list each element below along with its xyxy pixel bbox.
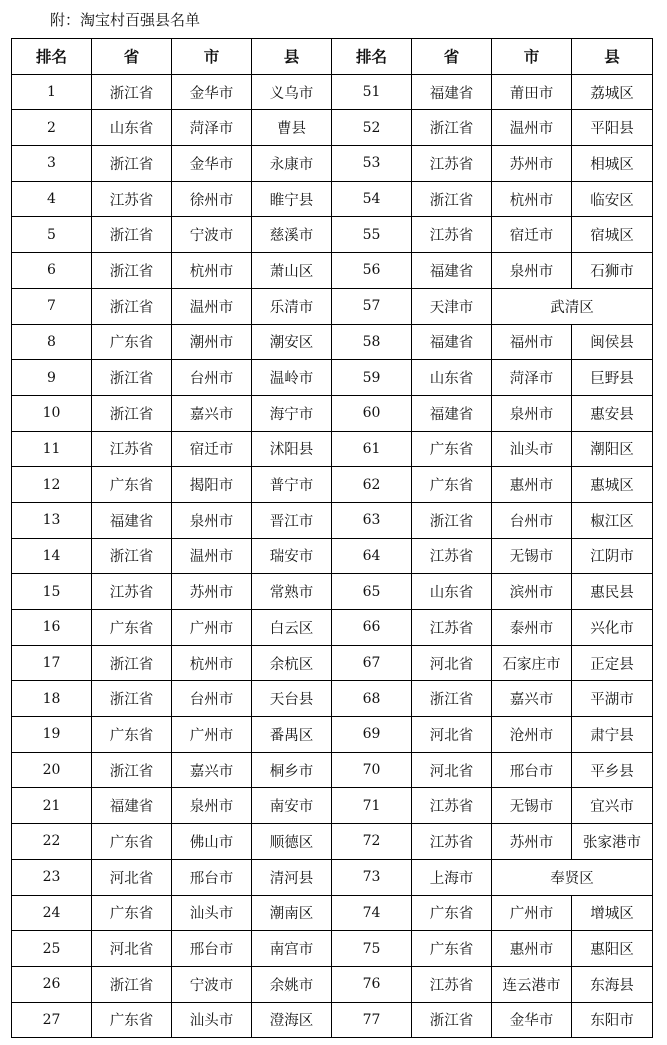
rank-cell: 67: [332, 645, 412, 681]
table-row: [12, 1002, 653, 1038]
city-cell: 温州市: [172, 288, 252, 324]
province-cell: 福建省: [412, 395, 492, 431]
city-cell: 广州市: [172, 717, 252, 753]
rank-cell: 23: [12, 859, 92, 895]
city-cell: 杭州市: [172, 645, 252, 681]
province-cell: 广东省: [92, 610, 172, 646]
city-cell: 惠州市: [492, 467, 572, 503]
rank-cell: 72: [332, 824, 412, 860]
rank-cell: 53: [332, 146, 412, 182]
city-cell: 无锡市: [492, 788, 572, 824]
province-cell: 江苏省: [92, 431, 172, 467]
county-cell: 平阳县: [572, 110, 653, 146]
rank-cell: 27: [12, 1002, 92, 1038]
city-cell: 邢台市: [492, 752, 572, 788]
city-cell: 广州市: [172, 610, 252, 646]
province-cell: 河北省: [412, 717, 492, 753]
county-cell: 平乡县: [572, 752, 653, 788]
table-row: [12, 824, 653, 860]
province-cell: 山东省: [412, 574, 492, 610]
province-cell: 江苏省: [92, 574, 172, 610]
table-row: [12, 146, 653, 182]
province-cell: 浙江省: [92, 74, 172, 110]
table-row: [12, 502, 653, 538]
district-merged-cell: 武清区: [492, 288, 653, 324]
rank-cell: 56: [332, 253, 412, 289]
rank-cell: 16: [12, 610, 92, 646]
table-row: [12, 610, 653, 646]
province-cell: 广东省: [412, 895, 492, 931]
rank-cell: 10: [12, 395, 92, 431]
city-cell: 宁波市: [172, 217, 252, 253]
rank-cell: 75: [332, 931, 412, 967]
county-cell: 惠城区: [572, 467, 653, 503]
province-cell: 广东省: [412, 931, 492, 967]
document-title: 附：淘宝村百强县名单: [50, 11, 201, 29]
rank-cell: 59: [332, 360, 412, 396]
province-cell: 福建省: [412, 324, 492, 360]
county-cell: 温岭市: [252, 360, 332, 396]
county-cell: 余姚市: [252, 966, 332, 1002]
province-cell: 广东省: [412, 431, 492, 467]
county-cell: 乐清市: [252, 288, 332, 324]
county-cell: 东阳市: [572, 1002, 653, 1038]
province-cell: 河北省: [412, 752, 492, 788]
city-cell: 金华市: [492, 1002, 572, 1038]
city-cell: 无锡市: [492, 538, 572, 574]
table-row: [12, 895, 653, 931]
county-cell: 潮南区: [252, 895, 332, 931]
rank-cell: 26: [12, 966, 92, 1002]
county-cell: 增城区: [572, 895, 653, 931]
city-cell: 连云港市: [492, 966, 572, 1002]
city-cell: 泉州市: [492, 395, 572, 431]
county-cell: 瑞安市: [252, 538, 332, 574]
county-cell: 余杭区: [252, 645, 332, 681]
city-cell: 金华市: [172, 74, 252, 110]
table-row: [12, 966, 653, 1002]
county-cell: 天台县: [252, 681, 332, 717]
rank-cell: 24: [12, 895, 92, 931]
county-cell: 南宫市: [252, 931, 332, 967]
city-cell: 莆田市: [492, 74, 572, 110]
rank-cell: 5: [12, 217, 92, 253]
city-cell: 菏泽市: [492, 360, 572, 396]
rank-cell: 60: [332, 395, 412, 431]
province-cell: 浙江省: [412, 181, 492, 217]
header-row: [12, 39, 653, 75]
table-row: [12, 788, 653, 824]
rank-cell: 12: [12, 467, 92, 503]
county-cell: 宿城区: [572, 217, 653, 253]
city-cell: 泉州市: [172, 788, 252, 824]
province-cell: 江苏省: [412, 538, 492, 574]
county-cell: 张家港市: [572, 824, 653, 860]
county-cell: 顺德区: [252, 824, 332, 860]
header-city: 市: [172, 39, 252, 75]
rank-cell: 17: [12, 645, 92, 681]
county-cell: 曹县: [252, 110, 332, 146]
city-cell: 台州市: [172, 360, 252, 396]
table-row: [12, 74, 653, 110]
rank-cell: 19: [12, 717, 92, 753]
city-cell: 苏州市: [492, 146, 572, 182]
province-cell: 河北省: [92, 859, 172, 895]
county-cell: 睢宁县: [252, 181, 332, 217]
header-county: 县: [252, 39, 332, 75]
city-cell: 沧州市: [492, 717, 572, 753]
rank-cell: 69: [332, 717, 412, 753]
county-cell: 清河县: [252, 859, 332, 895]
rank-cell: 22: [12, 824, 92, 860]
city-cell: 苏州市: [492, 824, 572, 860]
province-cell: 浙江省: [412, 1002, 492, 1038]
table-row: [12, 217, 653, 253]
rank-cell: 6: [12, 253, 92, 289]
city-cell: 惠州市: [492, 931, 572, 967]
rank-cell: 70: [332, 752, 412, 788]
province-cell: 浙江省: [92, 752, 172, 788]
county-cell: 惠民县: [572, 574, 653, 610]
province-cell: 天津市: [412, 288, 492, 324]
rank-cell: 8: [12, 324, 92, 360]
county-cell: 宜兴市: [572, 788, 653, 824]
county-cell: 潮阳区: [572, 431, 653, 467]
header-province: 省: [412, 39, 492, 75]
table-row: [12, 181, 653, 217]
rank-cell: 4: [12, 181, 92, 217]
table-row: [12, 110, 653, 146]
rank-cell: 15: [12, 574, 92, 610]
province-cell: 山东省: [412, 360, 492, 396]
rank-cell: 20: [12, 752, 92, 788]
city-cell: 台州市: [172, 681, 252, 717]
province-cell: 江苏省: [412, 217, 492, 253]
city-cell: 福州市: [492, 324, 572, 360]
province-cell: 浙江省: [92, 395, 172, 431]
county-cell: 白云区: [252, 610, 332, 646]
rank-cell: 62: [332, 467, 412, 503]
province-cell: 上海市: [412, 859, 492, 895]
province-cell: 广东省: [92, 467, 172, 503]
province-cell: 浙江省: [412, 110, 492, 146]
province-cell: 浙江省: [92, 645, 172, 681]
county-cell: 兴化市: [572, 610, 653, 646]
city-cell: 潮州市: [172, 324, 252, 360]
city-cell: 嘉兴市: [492, 681, 572, 717]
header-city: 市: [492, 39, 572, 75]
county-cell: 荔城区: [572, 74, 653, 110]
city-cell: 温州市: [172, 538, 252, 574]
province-cell: 浙江省: [412, 502, 492, 538]
province-cell: 河北省: [412, 645, 492, 681]
county-cell: 澄海区: [252, 1002, 332, 1038]
rank-cell: 1: [12, 74, 92, 110]
city-cell: 宁波市: [172, 966, 252, 1002]
city-cell: 石家庄市: [492, 645, 572, 681]
rank-cell: 58: [332, 324, 412, 360]
table-row: [12, 538, 653, 574]
rank-cell: 7: [12, 288, 92, 324]
city-cell: 金华市: [172, 146, 252, 182]
rank-cell: 57: [332, 288, 412, 324]
rank-cell: 77: [332, 1002, 412, 1038]
province-cell: 江苏省: [412, 824, 492, 860]
province-cell: 江苏省: [412, 610, 492, 646]
table-row: [12, 431, 653, 467]
rank-cell: 55: [332, 217, 412, 253]
county-cell: 义乌市: [252, 74, 332, 110]
city-cell: 汕头市: [172, 895, 252, 931]
city-cell: 泉州市: [492, 253, 572, 289]
county-cell: 桐乡市: [252, 752, 332, 788]
county-cell: 正定县: [572, 645, 653, 681]
province-cell: 福建省: [92, 788, 172, 824]
county-cell: 平湖市: [572, 681, 653, 717]
province-cell: 浙江省: [92, 681, 172, 717]
rank-cell: 76: [332, 966, 412, 1002]
rank-cell: 73: [332, 859, 412, 895]
table-row: [12, 859, 653, 895]
rank-cell: 13: [12, 502, 92, 538]
table-row: [12, 288, 653, 324]
province-cell: 广东省: [92, 717, 172, 753]
city-cell: 汕头市: [492, 431, 572, 467]
county-cell: 闽侯县: [572, 324, 653, 360]
province-cell: 浙江省: [92, 217, 172, 253]
table-row: [12, 324, 653, 360]
table-row: [12, 752, 653, 788]
province-cell: 江苏省: [412, 966, 492, 1002]
province-cell: 广东省: [92, 1002, 172, 1038]
county-cell: 晋江市: [252, 502, 332, 538]
city-cell: 徐州市: [172, 181, 252, 217]
city-cell: 嘉兴市: [172, 752, 252, 788]
province-cell: 浙江省: [412, 681, 492, 717]
rank-cell: 21: [12, 788, 92, 824]
city-cell: 嘉兴市: [172, 395, 252, 431]
province-cell: 浙江省: [92, 360, 172, 396]
city-cell: 宿迁市: [172, 431, 252, 467]
rank-cell: 71: [332, 788, 412, 824]
city-cell: 汕头市: [172, 1002, 252, 1038]
province-cell: 浙江省: [92, 253, 172, 289]
table-row: [12, 681, 653, 717]
header-province: 省: [92, 39, 172, 75]
table-row: [12, 467, 653, 503]
county-cell: 番禺区: [252, 717, 332, 753]
rank-cell: 2: [12, 110, 92, 146]
city-cell: 泉州市: [172, 502, 252, 538]
province-cell: 江苏省: [92, 181, 172, 217]
city-cell: 台州市: [492, 502, 572, 538]
district-merged-cell: 奉贤区: [492, 859, 653, 895]
province-cell: 山东省: [92, 110, 172, 146]
rank-cell: 3: [12, 146, 92, 182]
county-cell: 惠安县: [572, 395, 653, 431]
province-cell: 浙江省: [92, 146, 172, 182]
city-cell: 泰州市: [492, 610, 572, 646]
rank-cell: 63: [332, 502, 412, 538]
city-cell: 杭州市: [172, 253, 252, 289]
province-cell: 福建省: [92, 502, 172, 538]
city-cell: 杭州市: [492, 181, 572, 217]
county-cell: 常熟市: [252, 574, 332, 610]
province-cell: 河北省: [92, 931, 172, 967]
province-cell: 江苏省: [412, 788, 492, 824]
city-cell: 菏泽市: [172, 110, 252, 146]
rank-cell: 65: [332, 574, 412, 610]
province-cell: 浙江省: [92, 966, 172, 1002]
city-cell: 揭阳市: [172, 467, 252, 503]
county-ranking-table: [11, 38, 653, 1038]
city-cell: 滨州市: [492, 574, 572, 610]
county-cell: 潮安区: [252, 324, 332, 360]
city-cell: 温州市: [492, 110, 572, 146]
city-cell: 广州市: [492, 895, 572, 931]
header-rank: 排名: [332, 39, 412, 75]
county-cell: 椒江区: [572, 502, 653, 538]
rank-cell: 18: [12, 681, 92, 717]
rank-cell: 11: [12, 431, 92, 467]
city-cell: 苏州市: [172, 574, 252, 610]
province-cell: 浙江省: [92, 538, 172, 574]
rank-cell: 64: [332, 538, 412, 574]
province-cell: 福建省: [412, 253, 492, 289]
county-cell: 相城区: [572, 146, 653, 182]
county-cell: 东海县: [572, 966, 653, 1002]
rank-cell: 68: [332, 681, 412, 717]
table-row: [12, 253, 653, 289]
county-cell: 临安区: [572, 181, 653, 217]
province-cell: 广东省: [92, 895, 172, 931]
table-row: [12, 395, 653, 431]
province-cell: 广东省: [92, 824, 172, 860]
rank-cell: 54: [332, 181, 412, 217]
city-cell: 宿迁市: [492, 217, 572, 253]
county-cell: 普宁市: [252, 467, 332, 503]
county-cell: 肃宁县: [572, 717, 653, 753]
county-cell: 江阴市: [572, 538, 653, 574]
table-row: [12, 360, 653, 396]
table-row: [12, 717, 653, 753]
city-cell: 邢台市: [172, 931, 252, 967]
county-cell: 海宁市: [252, 395, 332, 431]
county-cell: 沭阳县: [252, 431, 332, 467]
county-cell: 萧山区: [252, 253, 332, 289]
table-row: [12, 645, 653, 681]
county-cell: 永康市: [252, 146, 332, 182]
province-cell: 福建省: [412, 74, 492, 110]
city-cell: 佛山市: [172, 824, 252, 860]
county-cell: 南安市: [252, 788, 332, 824]
rank-cell: 61: [332, 431, 412, 467]
header-rank: 排名: [12, 39, 92, 75]
province-cell: 浙江省: [92, 288, 172, 324]
county-cell: 石狮市: [572, 253, 653, 289]
table-row: [12, 931, 653, 967]
rank-cell: 25: [12, 931, 92, 967]
province-cell: 江苏省: [412, 146, 492, 182]
county-cell: 惠阳区: [572, 931, 653, 967]
rank-cell: 51: [332, 74, 412, 110]
rank-cell: 66: [332, 610, 412, 646]
province-cell: 广东省: [412, 467, 492, 503]
county-cell: 慈溪市: [252, 217, 332, 253]
city-cell: 邢台市: [172, 859, 252, 895]
county-cell: 巨野县: [572, 360, 653, 396]
rank-cell: 14: [12, 538, 92, 574]
rank-cell: 52: [332, 110, 412, 146]
header-county: 县: [572, 39, 653, 75]
table-row: [12, 574, 653, 610]
rank-cell: 74: [332, 895, 412, 931]
province-cell: 广东省: [92, 324, 172, 360]
rank-cell: 9: [12, 360, 92, 396]
